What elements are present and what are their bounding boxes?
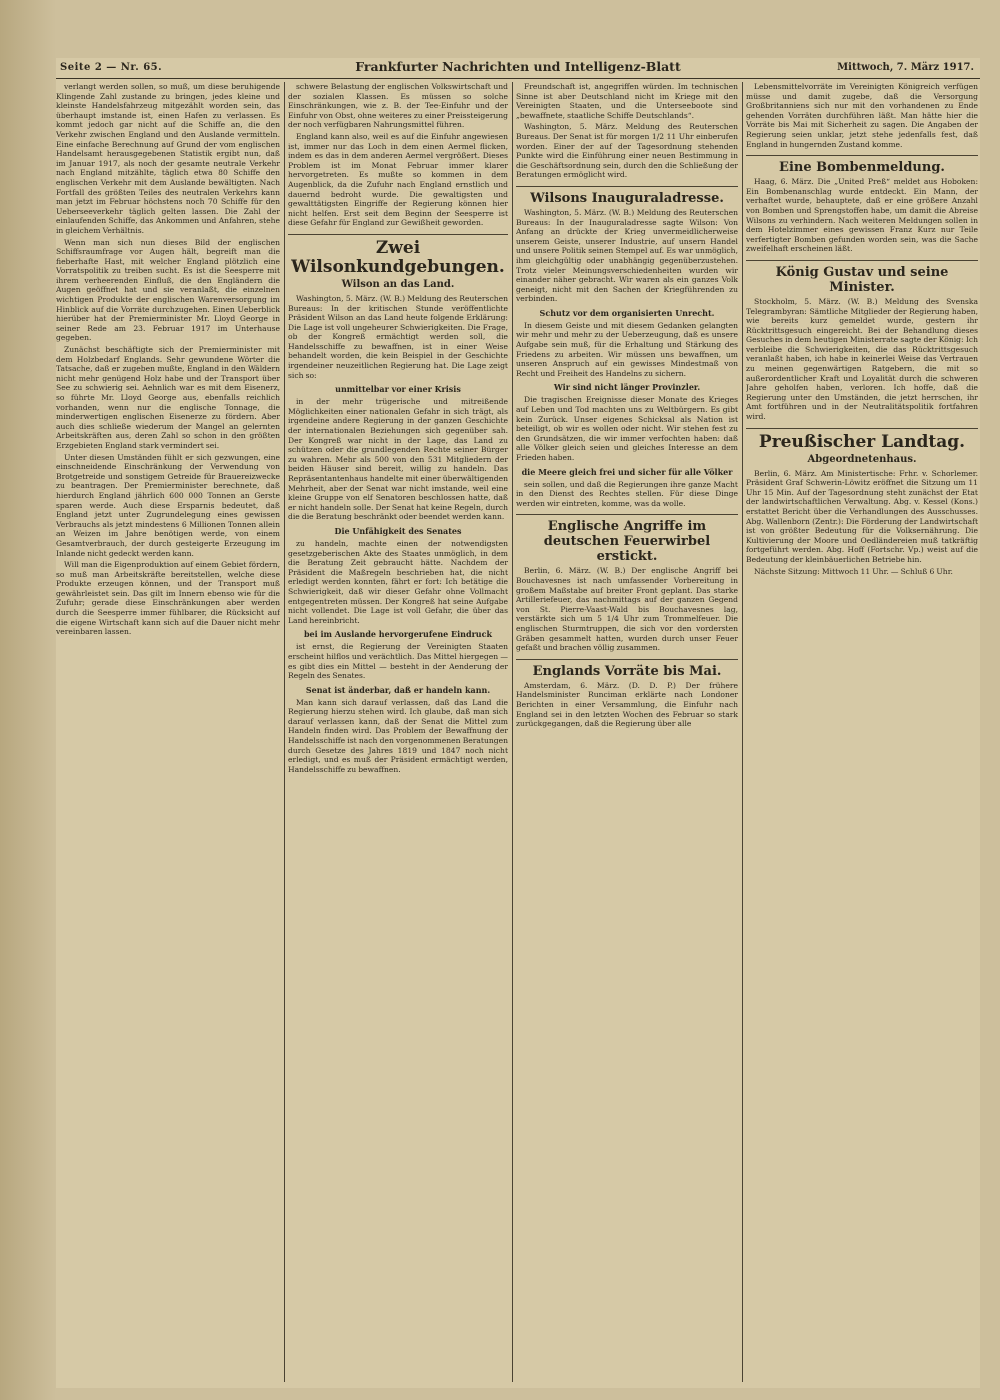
column-rule (512, 82, 513, 1382)
article-paragraph: sein sollen, und daß die Regierungen ihre ganze Macht in den Dienst des Rechtes stellen. Für diese Dinge werden wir eintreten, komme, was da wolle. (516, 479, 738, 508)
section-subhead: die Meere gleich frei und sicher für alle Völker (521, 466, 733, 477)
scan-edge (0, 0, 56, 1400)
article-footer-note: Nächste Sitzung: Mittwoch 11 Uhr. — Schluß 6 Uhr. (754, 566, 953, 576)
article-paragraph: Zunächst beschäftigte sich der Premierminister mit dem Holzbedarf Englands. Sehr gewundene Wörter die Tatsache, daß er zugeben mußte, England in den Wäldern nicht mehr genügend Holz habe und der Transport über See zu schwierig sei. Aehnlich war es mit dem Eisenerz, so führte Mr. Lloyd George aus, ebenfalls reichlich vorhanden, wenn nur die englische Tonnage, die minderwertigen englischen Eisenerze zu fördern. Aber auch dies schließe wiederum der Mangel an gelernten Arbeitskräften aus, deren Zahl so schon in den größten Erzgebieten England stark vermindert sei. (56, 345, 280, 450)
article-paragraph: Man kann sich darauf verlassen, daß das Land die Regierung hierzu stehen wird. Ich glaube, daß man sich darauf verlassen kann, daß der Senat die Mittel zum Handeln finden wird. Das Problem der Bewaffnung der Handelsschiffe ist nach den vorgenommenen Beratungen durch Gesetze des Jahres 1819 und 1847 noch nicht erledigt, und es muß der Präsident ermächtigt werden, Handelsschiffe zu bewaffnen. (288, 697, 508, 774)
article-paragraph: ist ernst, die Regierung der Vereinigten Staaten erscheint hilflos und verächtlich. Das Mittel hiergegen — es gibt dies ein Mittel — besteht in der Aenderung der Regeln des Senates. (288, 642, 508, 681)
article-paragraph: Wenn man sich nun dieses Bild der englischen Schiffsraumfrage vor Augen hält, begreift man die fieberhafte Hast, mit welcher England plötzlich eine Vorratspolitik zu treiben sucht. Es ist die Seesperre mit ihrem verheerenden Einfluß, die den Engländern die Augen geöffnet hat und sie veranlaßt, die einzelnen wichtigen Produkte der englischen Warenversorgung im Hinblick auf die Vorräte durchzugehen. Einen Ueberblick hierüber hat der Premierminister Mr. Lloyd George in seiner Rede am 23. Februar 1917 im Unterhause gegeben. (56, 237, 280, 343)
column-1 (56, 82, 280, 1382)
column-rule (742, 82, 743, 1382)
article-paragraph: Berlin, 6. März. (W. B.) Der englische Angriff bei Bouchavesnes ist nach umfassender Vorbereitung in großem Maßstabe auf breiter Front geplant. Das starke Artilleriefeuer, das nachmittags auf der ganzen Gegend von St. Pierre-Vaast-Wald bis Bouchavesnes lag, verstärkte sich um 5 1/4 Uhr zum Trommelfeuer. Die englischen Sturmtruppen, die sich vor den vordersten Gräben gesammelt hatten, wurden durch unser Feuer gefaßt und brachen völlig zusammen. (516, 566, 738, 653)
page-header (56, 58, 980, 79)
article-paragraph: Washington, 5. März. Meldung des Reuterschen Bureaus. Der Senat ist für morgen 1/2 11 Uhr einberufen worden. Einer der auf der Tagesordnung stehenden Punkte wird die Einführung einer neuen Bestimmung in die Geschäftsordnung sein, durch den die Schließung der Beratungen ermöglicht wird. (516, 122, 738, 180)
article-paragraph: England kann also, weil es auf die Einfuhr angewiesen ist, immer nur das Loch in dem einen Aermel flicken, indem es das in dem anderen Aermel vergrößert. Dieses Problem ist im Monat Februar immer klarer hervorgetreten. Es mußte so kommen in dem Augenblick, da die Zufuhr nach England ernstlich und dauernd bedroht wurde. Die gewaltigsten und gewalttätigsten Eingriffe der Regierung können hier nicht helfen. Erst seit dem Beginn der Seesperre ist diese Gefahr für England zur Gewißheit geworden. (288, 131, 508, 228)
headline-prussian-landtag: Preußischer Landtag. (746, 428, 978, 452)
column-2 (288, 82, 508, 1382)
headline-english-attacks: Englische Angriffe im deutschen Feuerwirbel erstickt. (516, 514, 738, 564)
headline-wilson: Zwei Wilsonkundgebungen. (288, 234, 508, 277)
newspaper-page (56, 58, 980, 1388)
section-subhead: unmittelbar vor einer Krisis (335, 384, 461, 395)
subheadline: Abgeordnetenhaus. (807, 453, 917, 465)
headline-inaugural: Wilsons Inauguraladresse. (516, 186, 738, 206)
article-paragraph: In diesem Geiste und mit diesem Gedanken gelangten wir mehr und mehr zu der Ueberzeugung, daß es unsere Aufgabe sein muß, für die Erhaltung und Stärkung des Friedens zu arbeiten. Wir müssen uns bewaffnen, um unseren Anspruch auf ein gewisses Mindestmaß von Recht und Freiheit des Handelns zu sichern. (516, 320, 738, 378)
article-paragraph: Die tragischen Ereignisse dieser Monate des Krieges auf Leben und Tod machten uns zu Weltbürgern. Es gibt kein Zurück. Unser eigenes Schicksal als Nation ist beteiligt, ob wir es wollen oder nicht. Wir stehen fest zu den Grundsätzen, die wir immer verfochten haben: daß alle Völker gleich seien und gleiches Interesse an dem Frieden haben. (516, 395, 738, 462)
article-paragraph: zu handeln, machte einen der notwendigsten gesetzgeberischen Akte des Staates unmöglich, in dem die Beratung Zeit gebraucht hätte. Nachdem der Präsident die Maßregeln beschrieben hat, die nicht erledigt werden konnten, fährt er fort: Ich betätige die Schwierigkeit, daß wir dieser Gefahr ohne Vollmacht entgegentreten müssen. Der Kongreß hat seine Aufgabe nicht vollendet. Die Lage ist voll Gefahr, die über das Land hereinbricht. (288, 538, 508, 625)
article-paragraph: Unter diesen Umständen fühlt er sich gezwungen, eine einschneidende Einschränkung der Verwendung von Brotgetreide und sonstigem Getreide für Brauereizwecke zu beantragen. Der Premierminister berechnete, daß hierdurch England jährlich 600 000 Tonnen an Gerste sparen werde. Auch diese Ersparnis bedeutet, daß England jetzt unter Zugrundelegung eines gewissen Verbrauchs als jetzt mindestens 6 Millionen Tonnen allein an Weizen im Jahre benötigen werde, von einem Gesamtverbrauch, der durch gesteigerte Erzeugung im Inlande nicht gedeckt werden kann. (56, 452, 280, 558)
article-paragraph: Amsterdam, 6. März. (D. D. P.) Der frühere Handelsminister Runciman erklärte nach Londoner Berichten in einer Versammlung, die Einfuhr nach England sei in den letzten Wochen des Februar so stark zurückgegangen, daß die Regierung über alle (516, 680, 738, 729)
issue-date: Mittwoch, 7. März 1917. (837, 62, 974, 73)
page-number: Seite 2 — Nr. 65. (60, 62, 163, 73)
masthead-title: Frankfurter Nachrichten und Intelligenz-Blatt (355, 59, 681, 74)
section-subhead: Senat ist änderbar, daß er handeln kann. (305, 684, 491, 695)
article-paragraph: in der mehr trügerische und mitreißende Möglichkeiten einer nationalen Gefahr in sich trägt, als irgendeine andere Regierung in der ganzen Geschichte der internationalen Beziehungen sich gegenüber sah. Der Kongreß war nicht in der Lage, das Land zu schützen oder die grundlegenden Rechte seiner Bürger zu wahren. Mehr als 500 von den 531 Mitgliedern der beiden Häuser sind bereit, willig zu handeln. Das Repräsentantenhaus handelte mit einer überwältigenden Mehrheit, aber der Senat war nicht imstande, weil eine kleine Gruppe von elf Senatoren beschlossen hatte, daß er nicht handeln solle. Der Senat hat keine Regeln, durch die die Beratung beschränkt oder beendet werden kann. (288, 397, 508, 522)
section-subhead: Schutz vor dem organisierten Unrecht. (539, 307, 715, 318)
article-paragraph: Washington, 5. März. (W. B.) Meldung des Reuterschen Bureaus: In der Inauguraladresse sagte Wilson: Von Anfang an drückte der Krieg unvermeidlicherweise unserem Geiste, unserer Industrie, auf unsern Handel und unsere Politik seinen Stempel auf. Es war unmöglich, ihm gleichgültig oder unabhängig gegenüberzustehen. Trotz vieler Meinungsverschiedenheiten wurden wir einander näher gebracht. Wir waren als ein ganzes Volk geneigt, nicht mit den Sachen der Kriegführenden zu verbinden. (516, 207, 738, 304)
section-subhead: bei im Auslande hervorgerufene Eindruck (303, 629, 493, 640)
article-paragraph: Lebensmittelvorräte im Vereinigten Königreich verfügen müsse und damit zugebe, daß die Versorgung Großbritanniens sich nur mit den vorhandenen zu Ende gehenden Vorräten durchführen läßt. Man hätte hier die Vorräte bis Mai mit Sicherheit zu sagen. Die Angaben der Regierung seien unklar, jetzt stehe jedenfalls fest, daß England in hungernden Zustand komme. (746, 82, 978, 149)
section-subhead: Die Unfähigkeit des Senates (334, 525, 462, 536)
article-paragraph: Freundschaft ist, angegriffen würden. Im technischen Sinne ist aber Deutschland nicht im Kriege mit den Vereinigten Staaten, und die Unterseeboote sind „bewaffnete, staatliche Schiffe Deutschlands“. (516, 82, 738, 120)
article-paragraph: schwere Belastung der englischen Volkswirtschaft und der sozialen Klassen. Es müssen so solche Einschränkungen, wie z. B. der Tee-Einfuhr und der Einfuhr von Obst, ohne weiteres zu einer Preissteigerung der noch verfügbaren Nahrungsmittel führen. (288, 82, 508, 130)
article-paragraph: Will man die Eigenproduktion auf einem Gebiet fördern, so muß man Arbeitskräfte bereitstellen, welche diese Produkte erzeugen können, und der Transport muß gewährleistet sein. Das gilt im Innern ebenso wie für die Zufuhr; gerade diese Einschränkungen aber werden durch die Seesperre immer fühlbarer, die Rücksicht auf die eigene Wirtschaft kann sich auf die Dauer nicht mehr vereinbaren lassen. (56, 560, 280, 637)
subheadline: Wilson an das Land. (341, 278, 455, 290)
headline-bomb: Eine Bombenmeldung. (746, 155, 978, 175)
headline-king-gustav: König Gustav und seine Minister. (746, 260, 978, 295)
column-rule (284, 82, 285, 1382)
article-paragraph: Haag, 6. März. Die „United Preß“ meldet aus Hoboken: Ein Bombenanschlag wurde entdeckt. Ein Mann, der verhaftet wurde, behauptete, daß er eine größere Anzahl von Bomben und Sprengstoffen habe, um damit die Abreise Wilsons zu verhindern. Nach weiteren Meldungen sollen in dem Hotelzimmer eines gewissen Franz Kurz nur Teile verfertigter Bomben gefunden worden sein, was die Sache zweifelhaft erscheinen läßt. (746, 177, 978, 254)
column-4 (746, 82, 978, 1382)
column-3 (516, 82, 738, 1382)
article-paragraph: Stockholm, 5. März. (W. B.) Meldung des Svenska Telegrambyran: Sämtliche Mitglieder der Regierung haben, wie bereits kurz gemeldet wurde, gestern ihr Rücktrittsgesuch eingereicht. Bei der Behandlung dieses Gesuches in dem heutigen Ministerrate sagte der König: Ich verbleibe die Schwierigkeiten, die das Rücktrittsgesuch veranlaßt haben, ich habe in keinerlei Weise das Vertrauen zu meinen gegenwärtigen Ratgebern, die mit so außerordentlicher Kraft und Loyalität durch die schweren Jahre geholfen haben, verloren. Ich hoffe, daß die Regierung unter den Umständen, die jetzt herrschen, ihr Amt fortführen und in der Neutralitätspolitik fortfahren wird. (746, 296, 978, 422)
article-paragraph: Washington, 5. März. (W. B.) Meldung des Reuterschen Bureaus: In der kritischen Stunde veröffentlichte Präsident Wilson an das Land heute folgende Erklärung: Die Lage ist voll ungeheurer Schwierigkeiten. Die Frage, ob der Kongreß ermächtigt werden soll, die Handelsschiffe zu bewaffnen, ist in einer Weise behandelt worden, die kein Beispiel in der Geschichte irgendeiner neuzeitlichen Regierung hat. Die Lage zeigt sich so: (288, 293, 508, 380)
headline-england-supplies: Englands Vorräte bis Mai. (516, 659, 738, 679)
section-subhead: Wir sind nicht länger Provinzler. (553, 382, 701, 393)
article-paragraph: verlangt werden sollen, so muß, um diese beruhigende Klingende Zahl zustande zu bringen, jedes kleine und kleinste Handelsfahrzeug mitgezählt worden sein, das überhaupt imstande ist, einen Hafen zu verlassen. Es kommt jedoch gar nicht auf die Schiffe an, die den Verkehr zwischen England und den Auslande vermitteln. Eine einfache Berechnung auf Grund der vom englischen Handelsamt herausgegebenen Statistik ergibt nun, daß im Januar 1917, als noch der gesamte neutrale Verkehr nach England mitzählte, täglich etwa 80 Schiffe den englischen Verkehr mit dem Auslande bewältigten. Nach Fortfall des größten Teiles des neutralen Verkehrs kann man jetzt im Februar höchstens noch 70 Schiffe für den Ueberseeverkehr täglich gelten lassen. Die Zahl der einlaufenden Schiffe, das Ankommen und Anfahren, stehe in gleichem Verhältnis. (56, 82, 280, 235)
article-paragraph: Berlin, 6. März. Am Ministertische: Frhr. v. Schorlemer. Präsident Graf Schwerin-Löwitz eröffnet die Sitzung um 11 Uhr 15 Min. Auf der Tagesordnung steht zunächst der Etat der landwirtschaftlichen Verwaltung. Abg. v. Kessel (Kons.) erstattet Bericht über die Verhandlungen des Ausschusses. Abg. Wallenborn (Zentr.): Die Förderung der Landwirtschaft ist von größter Bedeutung für die Volksernährung. Die Kultivierung der Moore und Oedländereien muß tatkräftig fortgeführt werden. Abg. Hoff (Fortschr. Vp.) weist auf die Bedeutung der kleinbäuerlichen Betriebe hin. (746, 468, 978, 564)
